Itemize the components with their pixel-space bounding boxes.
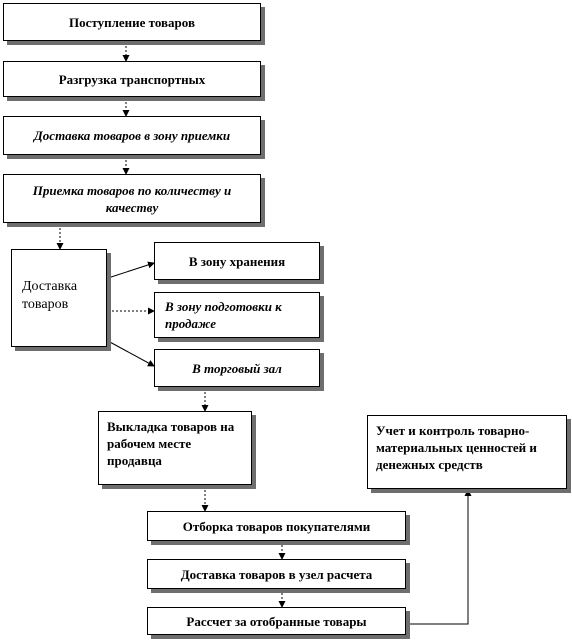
step-receipt <box>3 3 261 41</box>
step-display-at-workplace-label: Выкладка товаров на рабочем месте продавца <box>107 419 235 468</box>
step-payment-label: Рассчет за отобранные товары <box>186 613 367 629</box>
arrow-to-sales-floor <box>108 341 154 366</box>
step-unloading <box>3 61 261 97</box>
step-delivery-to-checkout <box>147 559 406 589</box>
step-delivery-to-acceptance-label: Доставка товаров в зону приемки <box>33 128 231 143</box>
step-payment <box>147 607 406 635</box>
step-accounting-control-label: Учет и контроль товарно-материальных ценностей и денежных средств <box>376 423 537 472</box>
arrow-payment-to-accounting <box>406 490 468 624</box>
step-delivery-goods-label: Доставка товаров <box>22 279 78 312</box>
step-display-at-workplace <box>98 411 252 485</box>
step-selection-by-customers <box>147 511 406 541</box>
arrow-to-storage <box>108 263 154 278</box>
step-delivery-to-acceptance <box>3 116 261 155</box>
step-to-preparation <box>154 292 320 338</box>
step-to-sales-floor-label: В торговый зал <box>192 360 282 376</box>
step-acceptance-label: Приемка товаров по количеству и качеству <box>32 182 232 215</box>
step-receipt-label: Поступление товаров <box>69 14 195 30</box>
step-to-preparation-label: В зону подготовки к продаже <box>165 299 282 331</box>
step-to-sales-floor <box>154 349 320 387</box>
step-delivery-to-checkout-label: Доставка товаров в узел расчета <box>180 566 373 582</box>
step-accounting-control <box>367 415 567 489</box>
step-unloading-label: Разгрузка транспортных <box>58 71 206 87</box>
step-delivery-goods <box>11 249 107 347</box>
step-to-storage-label: В зону хранения <box>188 253 286 269</box>
step-acceptance <box>3 174 261 223</box>
step-selection-by-customers-label: Отборка товаров покупателями <box>182 518 371 534</box>
step-to-storage <box>154 242 320 280</box>
